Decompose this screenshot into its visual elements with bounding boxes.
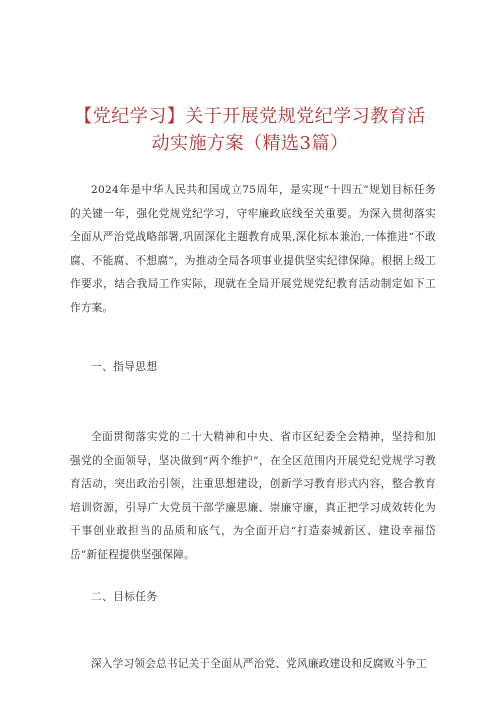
document-title-line-1: 【党纪学习】关于开展党规党纪学习教育活 <box>74 106 426 127</box>
section-heading-guiding-ideology: 一、指导思想 <box>91 361 158 373</box>
intro-paragraph: 2024年是中华人民共和国成立75周年，是实现“十四五”规划目标任务的关键一年，强化党规党纪学习，守牢廉政底线至关重要。为深入贯彻落实全面从严治党战略部署,巩固深化主题教育成果,深化标本兼治,一体推进“不敢腐、不能腐、不想腐”，为推动全局各项事业提供坚实纪律保障。根据上级工作要求，结合我局工作实际，现就在全局开展党规党纪教育活动制定如下工作方案。 <box>70 184 436 314</box>
section-heading-goals-tasks: 二、目标任务 <box>91 591 158 603</box>
document-title <box>50 103 450 157</box>
guiding-ideology-paragraph: 全面贯彻落实党的二十大精神和中央、省市区纪委全会精神，坚持和加强党的全面领导，坚决做到“两个维护”，在全区范围内开展党纪党规学习教育活动，突出政治引领，注重思想建设，创新学习教育形式内容，整合教育培训资源，引导广大党员干部学廉思廉、崇廉守廉，真正把学习成效转化为干事创业敢担当的品质和底气，为全面开启“打造泰城新区、建设幸福岱岳”新征程提供坚强保障。 <box>70 431 436 561</box>
goals-tasks-paragraph: 深入学习领会总书记关于全面从严治党、党风廉政建设和反腐败斗争工 <box>91 658 428 670</box>
document-title-line-2: 动实施方案（精选3篇） <box>151 133 349 154</box>
